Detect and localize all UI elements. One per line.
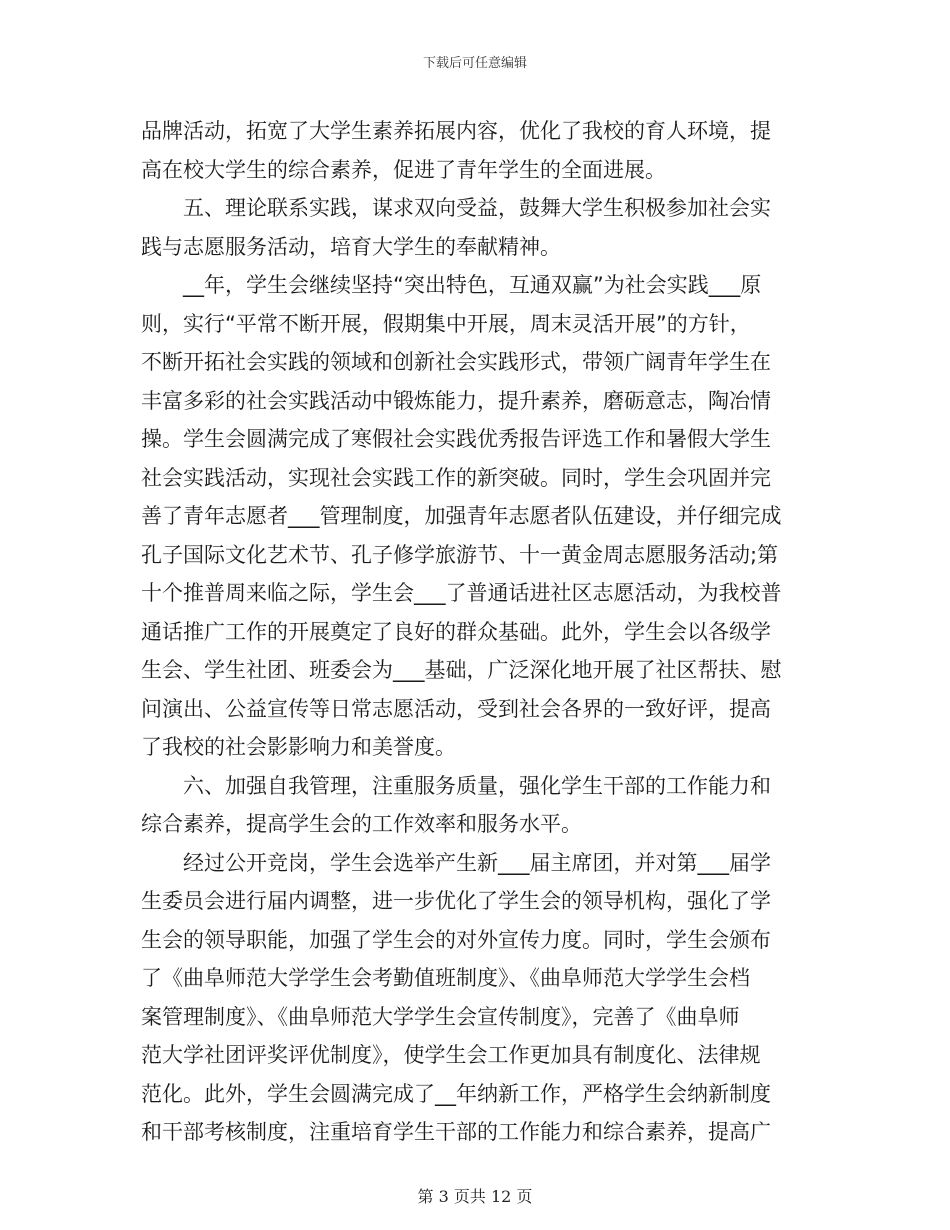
text-line: 案管理制度》、《曲阜师范大学学生会宣传制度》，完善了《曲阜师 [141, 1004, 740, 1029]
text-line: 问演出、公益宣传等日常志愿活动，受到社会各界的一致好评，提高 [141, 696, 771, 721]
text-line: __年，学生会继续坚持“突出特色，互通双赢”为社会实践___原 [141, 273, 762, 297]
text-line: 孔子国际文化艺术节、孔子修学旅游节、十一黄金周志愿服务活动;第 [141, 542, 779, 567]
text-line: 通话推广工作的开展奠定了良好的群众基础。此外，学生会以各级学 [141, 619, 771, 644]
text-line: 五、理论联系实践，谋求双向受益，鼓舞大学生积极参加社会实 [141, 196, 771, 220]
text-line: 和干部考核制度，注重培育学生干部的工作能力和综合素养，提高广 [141, 1120, 771, 1144]
text-line: 生会的领导职能，加强了学生会的对外宣传力度。同时，学生会颁布 [141, 927, 771, 952]
text-line: 经过公开竞岗，学生会选举产生新___届主席团，并对第___届学 [141, 850, 771, 875]
text-line: 了《曲阜师范大学学生会考勤值班制度》、《曲阜师范大学学生会档 [141, 966, 750, 990]
text-line: 操。学生会圆满完成了寒假社会实践优秀报告评选工作和暑假大学生 [141, 427, 771, 451]
text-line: 生会、学生社团、班委会为___基础，广泛深化地开展了社区帮扶、慰 [141, 658, 782, 682]
text-line: 不断开拓社会实践的领域和创新社会实践形式，带领广阔青年学生在 [141, 350, 771, 374]
page-footer: 第 3 页共 12 页 [417, 1187, 533, 1206]
text-line: 了我校的社会影影响力和美誉度。 [141, 735, 456, 759]
text-line: 践与志愿服务活动，培育大学生的奉献精神。 [141, 234, 561, 259]
text-line: 范大学社团评奖评优制度》，使学生会工作更加具有制度化、法律规 [141, 1043, 761, 1067]
text-line: 丰富多彩的社会实践活动中锻炼能力，提升素养，磨砺意志，陶冶情 [141, 388, 771, 413]
text-line: 高在校大学生的综合素养，促进了青年学生的全面进展。 [141, 157, 666, 182]
text-line: 范化。此外，学生会圆满完成了__年纳新工作，严格学生会纳新制度 [141, 1081, 771, 1106]
page-header: 下载后可任意编辑 [422, 56, 527, 71]
text-line: 综合素养，提高学生会的工作效率和服务水平。 [141, 812, 582, 836]
text-line: 六、加强自我管理，注重服务质量，强化学生干部的工作能力和 [141, 773, 771, 798]
text-line: 生委员会进行届内调整，进一步优化了学生会的领导机构，强化了学 [141, 889, 771, 913]
text-line: 善了青年志愿者___管理制度，加强青年志愿者队伍建设，并仔细完成 [141, 504, 782, 528]
text-line: 品牌活动，拓宽了大学生素养拓展内容，优化了我校的育人环境，提 [141, 119, 771, 143]
text-line: 十个推普周来临之际，学生会___了普通话进社区志愿活动，为我校普 [141, 581, 782, 605]
document-body [141, 112, 811, 1152]
text-line: 则，实行“平常不断开展，假期集中开展，周末灵活开展”的方针， [141, 311, 751, 336]
text-line: 社会实践活动，实现社会实践工作的新突破。同时，学生会巩固并完 [141, 465, 771, 490]
